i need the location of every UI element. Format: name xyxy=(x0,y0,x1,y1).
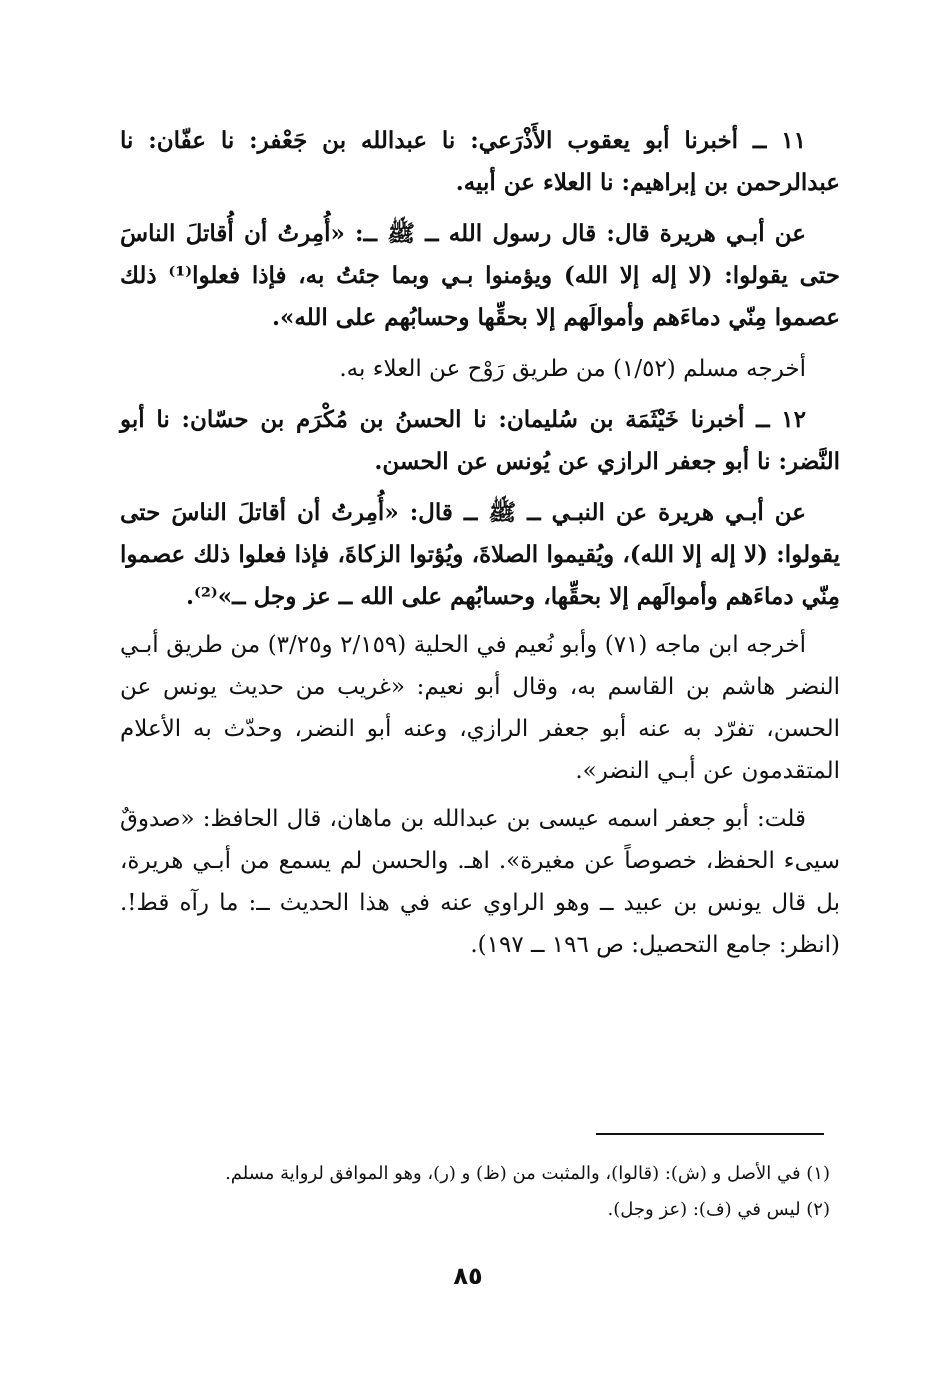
footnote-1: (١) في الأصل و (ش): (قالوا)، والمثبت من (ظ) و (ر)، وهو الموافق لرواية مسلم. xyxy=(225,1163,830,1184)
hadith-11-isnad: ١١ ــ أخبرنا أبو يعقوب الأَذْرَعي: نا عبدالله بن جَعْفر: نا عفّان: نا عبدالرحمن بن إبراهيم: نا العلاء عن أبيه. xyxy=(120,127,840,196)
footnotes xyxy=(140,1156,830,1228)
hadith-11-takhrij: أخرجه مسلم (١/٥٢) من طريق رَوْح عن العلاء به. xyxy=(339,356,806,382)
hadith-12-takhrij: أخرجه ابن ماجه (٧١) وأبو نُعيم في الحلية (٢/١٥٩ و٣/٢٥) من طريق أبـي النضر هاشم بن القاسم به، وقال أبو نعيم: «غريب من حديث يونس عن الحسن، تفرّد به عنه أبو جعفر الرازي، وعنه أبو النضر، وحدّث به الأعلام المتقدمون عن أبـي النضر». xyxy=(120,632,840,784)
footnote-divider xyxy=(596,1133,824,1135)
hadith-12-matn: عن أبـي هريرة عن النبـي ــ ﷺ ــ قال: «أُمِرتُ أن أقاتلَ الناسَ حتى يقولوا: (لا إله إلا الله)، ويُقيموا الصلاةَ، ويُؤتوا الزكاةَ، فإذا فعلوا ذلك عصموا مِنّي دماءَهم وأموالَهم إلا بحقِّها، وحسابُهم على الله ــ عز وجل ــ»⁽²⁾. xyxy=(120,499,840,610)
footnote-2: (٢) ليس في (ف): (عز وجل). xyxy=(607,1199,830,1220)
page-number: ٨٥ xyxy=(453,1262,483,1290)
hadith-11-matn: عن أبـي هريرة قال: قال رسول الله ــ ﷺ ــ: «أُمِرتُ أن أُقاتلَ الناسَ حتى يقولوا: (لا إله إلا الله) ويؤمنوا بـي وبما جئتُ به، فإذا فعلوا⁽¹⁾ ذلك عصموا مِنّي دماءَهم وأموالَهم إلا بحقِّها وحسابُهم على الله». xyxy=(120,220,840,331)
commentary-paragraph: قلت: أبو جعفر اسمه عيسى بن عبدالله بن ماهان، قال الحافظ: «صدوقٌ سيىء الحفظ، خصوصاً عن مغيرة». اهـ. والحسن لم يسمع من أبـي هريرة، بل قال يونس بن عبيد ــ وهو الراوي عنه في هذا الحديث ــ: ما رآه قط!. (انظر: جامع التحصيل: ص ١٩٦ ــ ١٩٧). xyxy=(120,806,840,958)
page-body xyxy=(120,120,840,966)
hadith-12-isnad: ١٢ ــ أخبرنا خَيْثَمَة بن سُليمان: نا الحسنُ بن مُكْرَم بن حسّان: نا أبو النَّضر: نا أبو جعفر الرازي عن يُونس عن الحسن. xyxy=(120,406,840,475)
